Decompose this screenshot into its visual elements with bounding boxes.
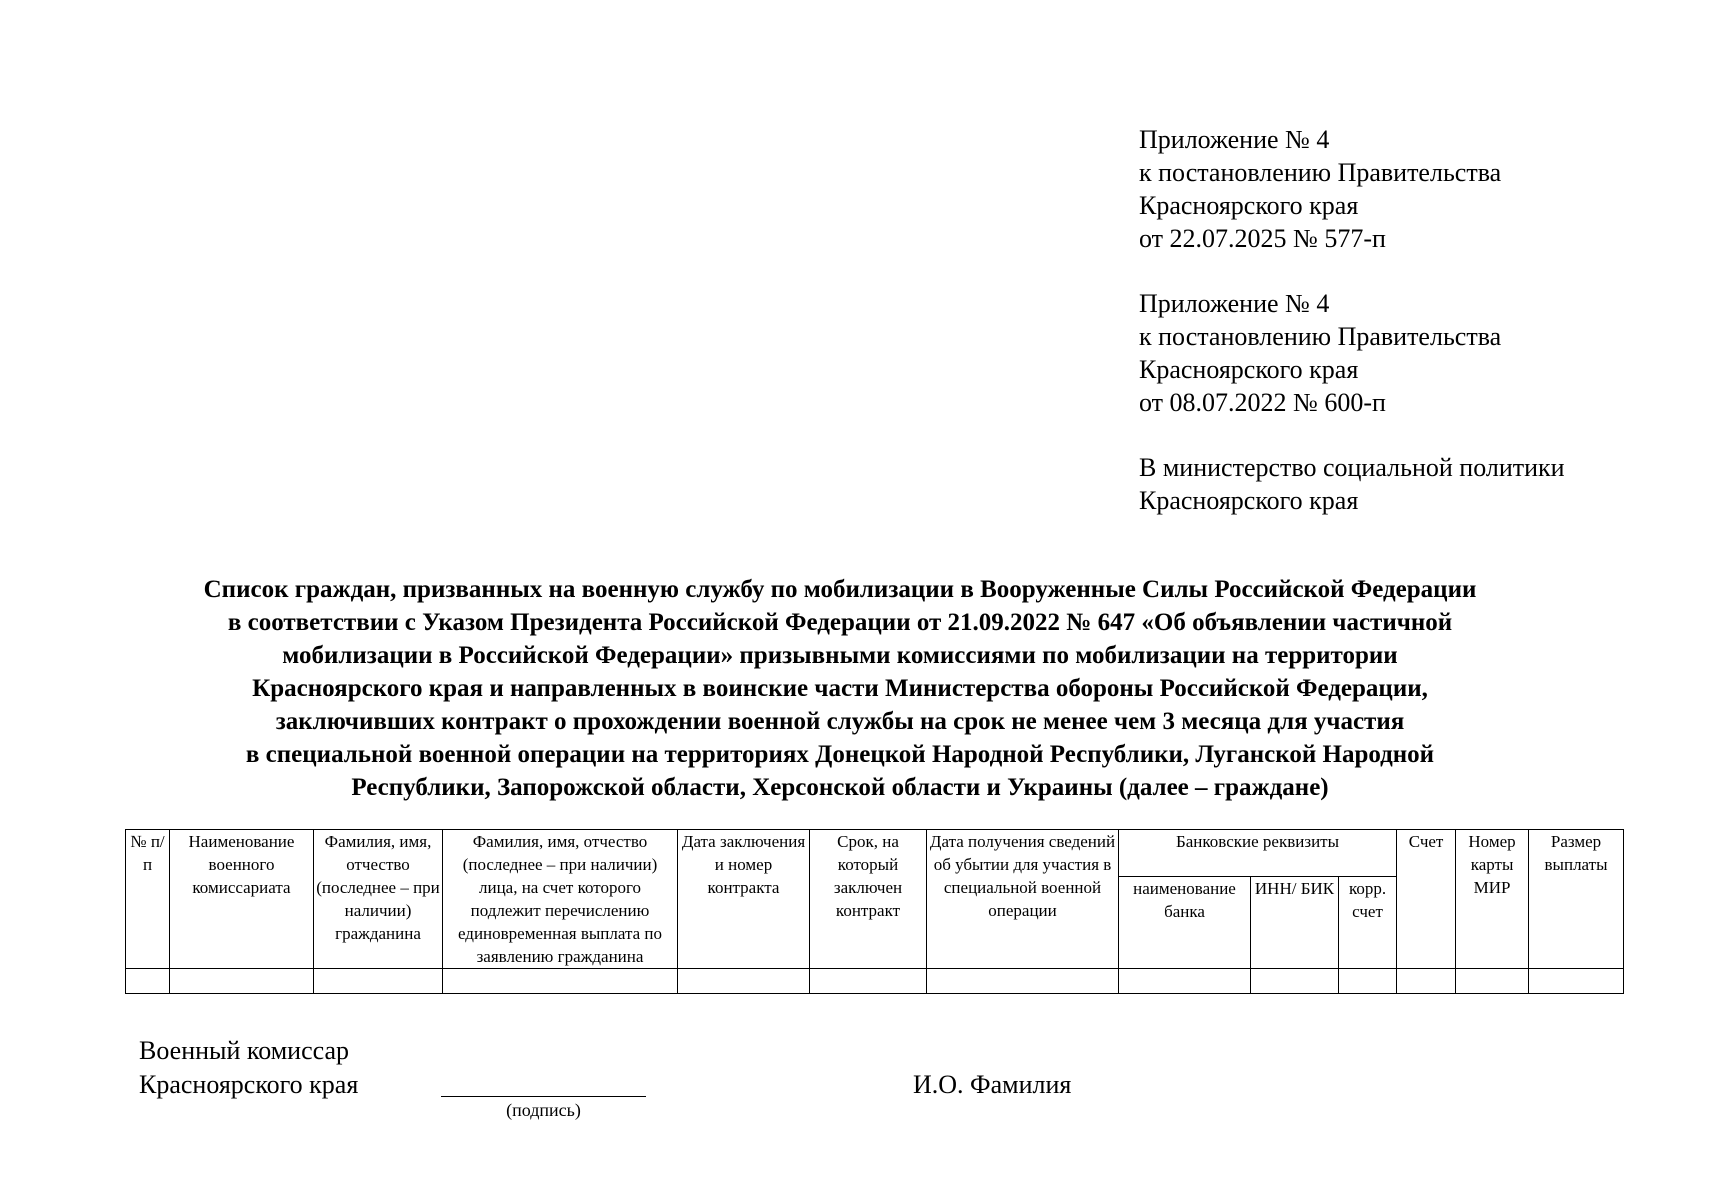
title-line: в соответствии с Указом Президента Российской Федерации от 21.09.2022 № 647 «Об объявлении частичной xyxy=(227,609,1453,636)
appendix-current xyxy=(1139,123,1501,255)
addressee xyxy=(1139,451,1565,517)
signer-name: И.О. Фамилия xyxy=(913,1070,1072,1099)
table-cell xyxy=(170,969,314,994)
table-cell xyxy=(1529,969,1624,994)
appendix-line: к постановлению Правительства xyxy=(1139,322,1502,351)
column-header-payment-amount: Размер выплаты xyxy=(1529,830,1624,969)
column-header-corr-account: корр. счет xyxy=(1339,876,1397,968)
column-header-commissariat: Наименование военного комиссариата xyxy=(170,830,314,969)
column-header-recipient-name: Фамилия, имя, отчество (последнее – при наличии) лица, на счет которого подлежит перечислению единовременная выплата по заявлению гражданина xyxy=(443,830,678,969)
table-cell xyxy=(1251,969,1339,994)
column-header-contract-date: Дата заключения и номер контракта xyxy=(678,830,810,969)
title-line: Республики, Запорожской области, Херсонской области и Украины (далее – граждане) xyxy=(351,774,1329,801)
table-cell xyxy=(1397,969,1456,994)
appendix-line: Приложение № 4 xyxy=(1139,125,1330,154)
table-cell xyxy=(678,969,810,994)
appendix-line: Красноярского края xyxy=(1139,355,1359,384)
column-header-citizen-name: Фамилия, имя, отчество (последнее – при наличии) гражданина xyxy=(314,830,443,969)
table-cell xyxy=(1339,969,1397,994)
table-cell xyxy=(927,969,1119,994)
column-header-account: Счет xyxy=(1397,830,1456,969)
table-cell xyxy=(443,969,678,994)
table-cell xyxy=(126,969,170,994)
appendix-original xyxy=(1139,287,1501,419)
addressee-line: Красноярского края xyxy=(1139,486,1359,515)
signature-caption: (подпись) xyxy=(506,1100,581,1120)
document-title xyxy=(130,573,1550,804)
appendix-line: Красноярского края xyxy=(1139,191,1359,220)
citizens-table xyxy=(125,829,1624,994)
appendix-line: от 22.07.2025 № 577-п xyxy=(1139,224,1386,253)
column-header-inn-bik: ИНН/ БИК xyxy=(1251,876,1339,968)
title-line: мобилизации в Российской Федерации» призывными комиссиями по мобилизации на территории xyxy=(282,642,1398,669)
title-line: в специальной военной операции на территориях Донецкой Народной Республики, Луганской Народной xyxy=(245,741,1435,768)
column-header-number: № п/п xyxy=(126,830,170,969)
appendix-line: от 08.07.2022 № 600-п xyxy=(1139,388,1386,417)
addressee-line: В министерство социальной политики xyxy=(1139,453,1565,482)
column-header-bank-details: Банковские реквизиты xyxy=(1119,830,1397,877)
title-line: заключивших контракт о прохождении военной службы на срок не менее чем 3 месяца для участия xyxy=(275,708,1405,735)
column-header-departure-date: Дата получения сведений об убытии для участия в специальной военной операции xyxy=(927,830,1119,969)
table-row xyxy=(126,969,1624,994)
title-line: Красноярского края и направленных в воинские части Министерства обороны Российской Федерации, xyxy=(252,675,1428,702)
table-cell xyxy=(810,969,927,994)
title-line: Список граждан, призванных на военную службу по мобилизации в Вооруженные Силы Российской Федерации xyxy=(203,576,1477,603)
table-cell xyxy=(1456,969,1529,994)
table-cell xyxy=(1119,969,1251,994)
column-header-mir-card: Номер карты МИР xyxy=(1456,830,1529,969)
column-header-contract-term: Срок, на который заключен контракт xyxy=(810,830,927,969)
appendix-line: Приложение № 4 xyxy=(1139,289,1330,318)
column-header-bank-name: наименование банка xyxy=(1119,876,1251,968)
signer-position-line1: Военный комиссар xyxy=(139,1036,350,1065)
signature-line xyxy=(441,1096,646,1097)
table-cell xyxy=(314,969,443,994)
appendix-line: к постановлению Правительства xyxy=(1139,158,1502,187)
signer-position-line2: Красноярского края xyxy=(139,1070,359,1099)
